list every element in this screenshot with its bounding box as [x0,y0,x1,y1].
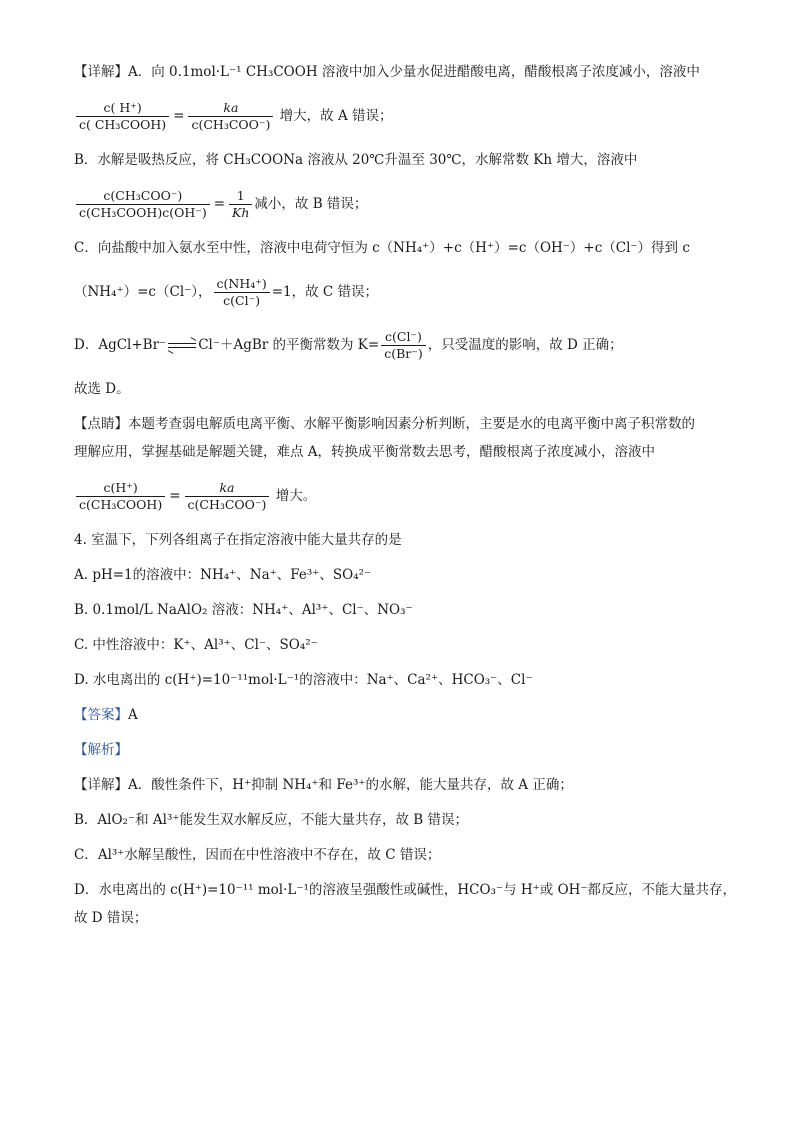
document-page [74,62,737,928]
comment-formula: $\frac{c(H^+)}{\text{c(CH₃COOH)}}$ = $\frac{ka}{\text{c(CH₃COO⁻)}}$ 增大。 [74,477,734,515]
analysis-label: 【解析】 [74,742,128,758]
detail-c-formula: （NH₄⁺）=c（Cl⁻）， $\frac{\text{c(NH₄⁺)}}{c(Cl^-)}$ =1，故 C 错误； [74,276,379,308]
option-d: D. 水电离出的 c(H⁺)=10⁻¹¹mol·L⁻¹的溶液中：Na⁺、Ca²⁺、HCO₃⁻、Cl⁻ [74,672,533,688]
answer-label: 【答案】 [74,707,128,723]
detail-a-line1: 【详解】A．向 0.1mol·L⁻¹ CH₃COOH 溶液中加入少量水促进醋酸电离，醋酸根离子浓度减小，溶液中 [74,64,700,80]
option-b: B. 0.1mol/L NaAlO₂ 溶液：NH₄⁺、Al³⁺、Cl⁻、NO₃⁻ [74,602,413,618]
option-a: A. pH=1的溶液中：NH₄⁺、Na⁺、Fe³⁺、SO₄²⁻ [74,567,372,583]
question-4-stem: 4. 室温下，下列各组离子在指定溶液中能大量共存的是 [74,532,402,548]
fraction-one-over-kh: $\frac{1}{Kh}$ [229,188,252,221]
explanation-a: 【详解】A．酸性条件下，H⁺抑制 NH₄⁺和 Fe³⁺的水解，能大量共存，故 A 正确； [74,777,573,793]
comment-line1: 【点睛】本题考查弱电解质电离平衡、水解平衡影响因素分析判断，主要是水的电离平衡中离子积常数的 [74,416,695,432]
detail-d-formula: D．AgCl+Br⁻ Cl⁻＋AgBr 的平衡常数为 K= $\frac{c(Cl^-)}{c(Br^-)}$ ，只受温度的影响，故 D 正确； [74,329,623,361]
comment-line2: 理解应用，掌握基础是解题关键，难点 A，转换成平衡常数去思考，醋酸根离子浓度减小，溶液中 [74,444,656,460]
fraction-ka-over-ch3coo: $\frac{ka}{\text{c(CH₃COO⁻)}}$ [188,100,273,133]
fraction-h-over-ch3cooh: $\frac{c( H^+)}{\text{c( CH₃COOH)}}$ [76,100,169,133]
fraction-comment-h: $\frac{c(H^+)}{\text{c(CH₃COOH)}}$ [76,480,165,513]
choose-answer: 故选 D。 [74,381,130,397]
explanation-d-line2: 故 D 错误； [74,910,148,926]
option-c: C. 中性溶液中：K⁺、Al³⁺、Cl⁻、SO₄²⁻ [74,637,318,653]
explanation-c: C．Al³⁺水解呈酸性，因而在中性溶液中不存在，故 C 错误； [74,847,441,863]
fraction-nh4-over-cl: $\frac{\text{c(NH₄⁺)}}{c(Cl^-)}$ [214,276,270,309]
detail-b-formula: $\frac{\text{c(CH₃COO⁻)}}{\text{c(CH₃COOH)c(OH⁻)}}$ = $\frac{1}{Kh}$ 减小，故 B 错误； [74,185,734,223]
detail-b-line1: B．水解是吸热反应，将 CH₃COONa 溶液从 20℃升温至 30℃，水解常数 Kh 增大，溶液中 [74,152,638,168]
answer-line [74,705,734,725]
fraction-comment-ka: $\frac{ka}{\text{c(CH₃COO⁻)}}$ [185,480,270,513]
fraction-cl-over-br: $\frac{c(Cl^-)}{c(Br^-)}$ [381,329,426,362]
equilibrium-arrow-icon [168,341,196,351]
answer-value: A [128,707,138,723]
explanation-d-line1: D．水电离出的 c(H⁺)=10⁻¹¹ mol·L⁻¹的溶液呈强酸性或碱性，HCO₃⁻与 H⁺或 OH⁻都反应，不能大量共存， [74,882,737,898]
detail-a-formula: $\frac{c( H^+)}{\text{c( CH₃COOH)}}$ = $\frac{ka}{\text{c(CH₃COO⁻)}}$ 增大，故 A 错误； [74,97,734,135]
detail-c-line1: C．向盐酸中加入氨水至中性，溶液中电荷守恒为 c（NH₄⁺）+c（H⁺）=c（OH⁻）+c（Cl⁻）得到 c [74,240,690,256]
fraction-ch3coo-over-product: $\frac{\text{c(CH₃COO⁻)}}{\text{c(CH₃COOH)c(OH⁻)}}$ [76,188,210,221]
explanation-b: B．AlO₂⁻和 Al³⁺能发生双水解反应，不能大量共存，故 B 错误； [74,812,468,828]
